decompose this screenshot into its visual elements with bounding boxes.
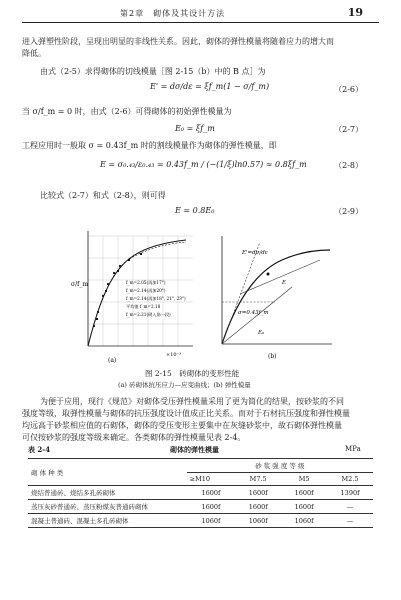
column-header: ≥M10: [187, 473, 236, 486]
paragraph-line: 可仅按砂浆的强度等级来确定。各类砌体的弹性模量见表 2-4。: [22, 433, 246, 442]
row-name: 混凝土普通砖、混凝土多孔砖砌体: [28, 514, 187, 528]
paragraph-line: 为便于应用，现行《规范》对砌体受压弹性模量采用了更为简化的结果，按砂浆的不同: [40, 397, 344, 406]
figure-caption: 图 2-15 砖砌体的变形性能: [145, 369, 240, 378]
equation-2-6-number: （2-6）: [334, 85, 363, 94]
figure-a-stress-strain-plot: [68, 226, 198, 364]
table-number: 表 2-4: [28, 445, 51, 454]
page-number: 19: [347, 6, 363, 19]
compare-text: 比较式（2-7）和式（2-8），则可得: [40, 191, 166, 200]
secant-modulus-text: 工程应用时一般取 σ = 0.43f_m 时的割线模量作为砌体的弹性模量，即: [22, 141, 277, 150]
equation-2-9-number: （2-9）: [334, 207, 363, 216]
row-header: 砌 体 种 类: [28, 459, 187, 486]
elastic-modulus-table: [28, 458, 373, 528]
paragraph-line: 均远高于砂浆相应值的石砌体，砌体的受压变形主要集中在灰缝砂浆中，故石砌体弹性模量: [22, 421, 342, 430]
ylabel-a: σ/f_m: [71, 281, 89, 288]
cell: 1600f: [235, 486, 281, 500]
legend-a-item: 平均值 f_m=2.18: [126, 304, 161, 309]
page-header: [0, 0, 401, 30]
paragraph-line: 降低。: [22, 49, 46, 58]
column-header: M7.5: [235, 473, 281, 486]
cell: 1390f: [327, 486, 373, 500]
table-row: [28, 486, 373, 500]
equation-2-9: E = 0.8E₀: [175, 206, 215, 215]
cell: —: [327, 514, 373, 528]
row-name: 烧结普通砖、烧结多孔砖砌体: [28, 486, 187, 500]
equation-2-7: E₀ = ξf_m: [175, 124, 215, 133]
xscale-a: ×10⁻³: [166, 352, 182, 358]
paragraph-line: 进入弹塑性阶段，呈现出明显的非线性关系。因此，砌体的弹性模量将随着应力的增大而: [22, 37, 334, 46]
tangent-modulus-text: 由式（2-5）求得砌体的切线模量［图 2-15（b）中的 B 点］为: [40, 67, 266, 76]
label-b: (b): [268, 353, 277, 360]
cell: 1060f: [235, 514, 281, 528]
equation-2-6: E' = dσ/dε = ξf_m(1 − σ/f_m): [150, 82, 270, 91]
header-rule: [22, 22, 379, 23]
column-group-header: 砂 浆 强 度 等 级: [187, 459, 373, 473]
legend-a-item: f_m=2.21(砌入筋一段): [126, 312, 171, 317]
table-unit: MPa: [345, 445, 361, 453]
cell: 1600f: [187, 486, 236, 500]
legend-a-item: f_m=2.14(再加18°, 21°, 23°): [126, 296, 186, 301]
equation-2-8: E = σ₀.₄₃/ε₀.₄₃ = 0.43f_m / (−(1/ξ)ln0.57) ≈ 0.8ξf_m: [100, 160, 307, 169]
legend-a-item: f_m=2.14(再加20°): [126, 288, 166, 293]
paragraph-line: 强度等级，取弹性模量与砌体的抗压强度设计值成正比关系。而对于石材抗压强度和弹性模量: [22, 409, 350, 418]
figure-b-stress-label: σ=0.43f_m: [238, 310, 269, 316]
cell: 1600f: [187, 500, 236, 514]
column-header: M5: [281, 473, 327, 486]
table-row: [28, 500, 373, 514]
initial-modulus-text: 当 σ/f_m = 0 时，由式（2-6）可得砌体的初始弹性模量为: [22, 107, 232, 116]
row-name: 蒸压灰砂普通砖、蒸压粉煤灰普通砖砌体: [28, 500, 187, 514]
figure-b-tangent-label: E'=dσ/dε: [242, 250, 268, 256]
chapter-title: 第2章 砌体及其设计方法: [120, 9, 226, 18]
equation-2-7-number: （2-7）: [334, 125, 363, 134]
cell: 1060f: [187, 514, 236, 528]
figure-b-e-label: E: [282, 280, 287, 286]
table-title: 砌体的弹性模量: [170, 445, 219, 454]
figure-b-modulus-plot: [210, 232, 340, 362]
cell: —: [327, 500, 373, 514]
legend-a-item: f_m=2.05(再加17°): [126, 280, 166, 285]
equation-2-8-number: （2-8）: [334, 161, 363, 170]
figure-b-e0-label: E₀: [258, 330, 265, 336]
cell: 1600f: [235, 500, 281, 514]
figure-subcaption: (a) 砖砌体抗压应力—应变曲线；(b) 弹性模量: [118, 381, 251, 389]
label-a: (a): [108, 357, 117, 364]
cell: 1600f: [281, 486, 327, 500]
table-row: [28, 514, 373, 528]
cell: 1060f: [281, 514, 327, 528]
column-header: M2.5: [327, 473, 373, 486]
cell: 1600f: [281, 500, 327, 514]
